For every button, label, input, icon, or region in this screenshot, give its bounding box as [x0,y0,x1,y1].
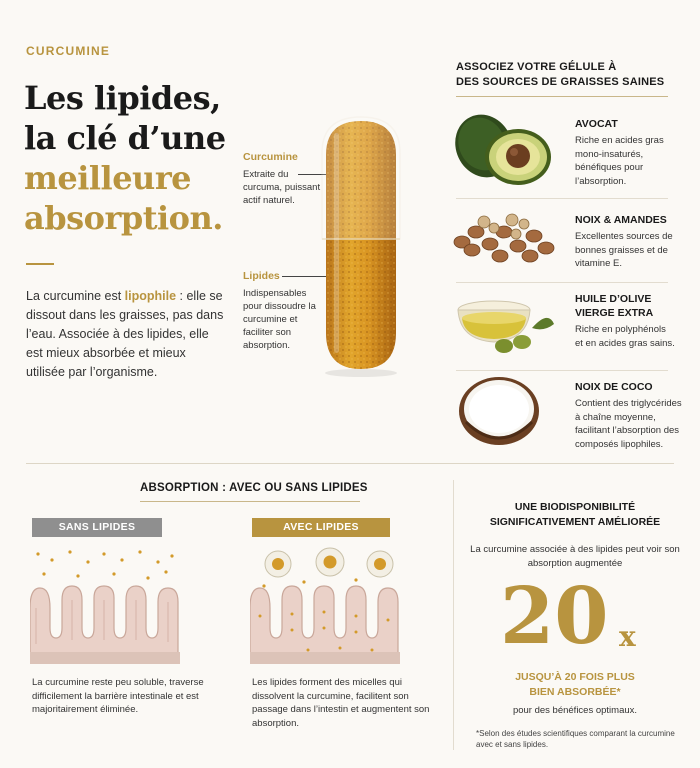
title-line-1: Les lipides, [24,79,221,117]
item-divider [456,370,668,371]
with-lipids-caption: Les lipides forment des micelles qui dissolvent la curcumine, facilitent son passage dans l’intestin et augmentent son absorption. [252,677,430,729]
vertical-divider [453,480,454,750]
item-divider [456,198,668,199]
lipides-description: Indispensables pour dissoudre la curcumine et faciliter son absorption. [243,288,316,351]
pairing-item-title: NOIX & AMANDES [575,214,667,226]
absorption-heading-rule [140,501,360,502]
pairing-item-text: Excellentes sources de bonnes graisses et de vitamine E. [575,231,673,269]
bio-heading-line-1: UNE BIODISPONIBILITÉ [514,501,636,513]
kicker: CURCUMINE [26,44,111,58]
intestine-without-lipids [30,548,180,664]
pairing-heading-line-2: DES SOURCES DE GRAISSES SAINES [456,76,665,88]
without-lipids-caption: La curcumine reste peu soluble, traverse difficilement la barrière intestinale et est majoritairement éliminée. [32,677,204,715]
pairing-item-text: Contient des triglycérides à chaîne moyenne, facilitant l’absorption des composés lipophiles. [575,398,682,450]
pairing-item-text: Riche en acides gras mono-insaturés, bénéfiques pour l’absorption. [575,135,664,187]
lipides-label: Lipides [243,270,280,282]
pairing-item-title: NOIX DE COCO [575,381,653,393]
item-divider [456,282,668,283]
capsule-illustration [318,115,404,380]
page-title [24,78,254,238]
section-divider [26,463,674,464]
avocado-icon [452,112,552,190]
pairing-heading-rule [456,96,668,97]
bio-highlight-line-1: JUSQU’À 20 FOIS PLUS [515,671,635,683]
title-line-2: la clé d’une [24,119,226,157]
big-number-suffix: x [619,620,636,653]
pairing-item-text: Riche en polyphénols et en acides gras sains. [575,324,675,349]
pairing-item-title-text: HUILE D’OLIVE VIERGE EXTRA [575,293,654,319]
pairing-heading-line-1: ASSOCIEZ VOTRE GÉLULE À [456,61,617,73]
with-lipids-tag: AVEC LIPIDES [252,518,390,537]
intro-paragraph [26,287,226,382]
pairing-heading [456,60,664,90]
curcumine-description: Extraite du curcuma, puissant actif naturel. [243,169,321,206]
intro-highlight: lipophile [124,289,177,303]
intestine-with-lipids [250,546,400,664]
pairing-item-title: AVOCAT [575,118,618,130]
absorption-heading: ABSORPTION : AVEC OU SANS LIPIDES [140,482,368,494]
big-number: 20 [500,571,609,662]
bio-tail: pour des bénéfices optimaux. [512,705,638,716]
coconut-icon [456,374,542,448]
intro-text-end: : elle se dissout dans les graisses, pas dans l’eau. Associée à des lipides, elle est mieux absorbée et mieux utilisée par l’organisme. [26,289,224,379]
curcumine-label: Curcumine [243,151,298,163]
without-lipids-tag: SANS LIPIDES [32,518,162,537]
intro-text-start: La curcumine est [26,289,125,303]
title-line-3: meilleure [24,159,192,197]
footnote: *Selon des études scientifiques comparant la curcumine avec et sans lipides. [476,729,675,749]
pairing-item-title [575,292,665,320]
title-line-4: absorption. [24,199,223,237]
bio-heading-line-2: SIGNIFICATIVEMENT AMÉLIORÉE [489,515,661,528]
bio-highlight-line-2: BIEN ABSORBÉE* [529,685,621,698]
title-underline [26,263,54,265]
bio-text: La curcumine associée à des lipides peut voir son absorption augmentée [470,544,680,569]
bio-highlight [470,670,680,699]
olive-oil-icon [452,288,560,356]
nuts-icon [450,208,556,268]
bio-heading [470,500,680,529]
